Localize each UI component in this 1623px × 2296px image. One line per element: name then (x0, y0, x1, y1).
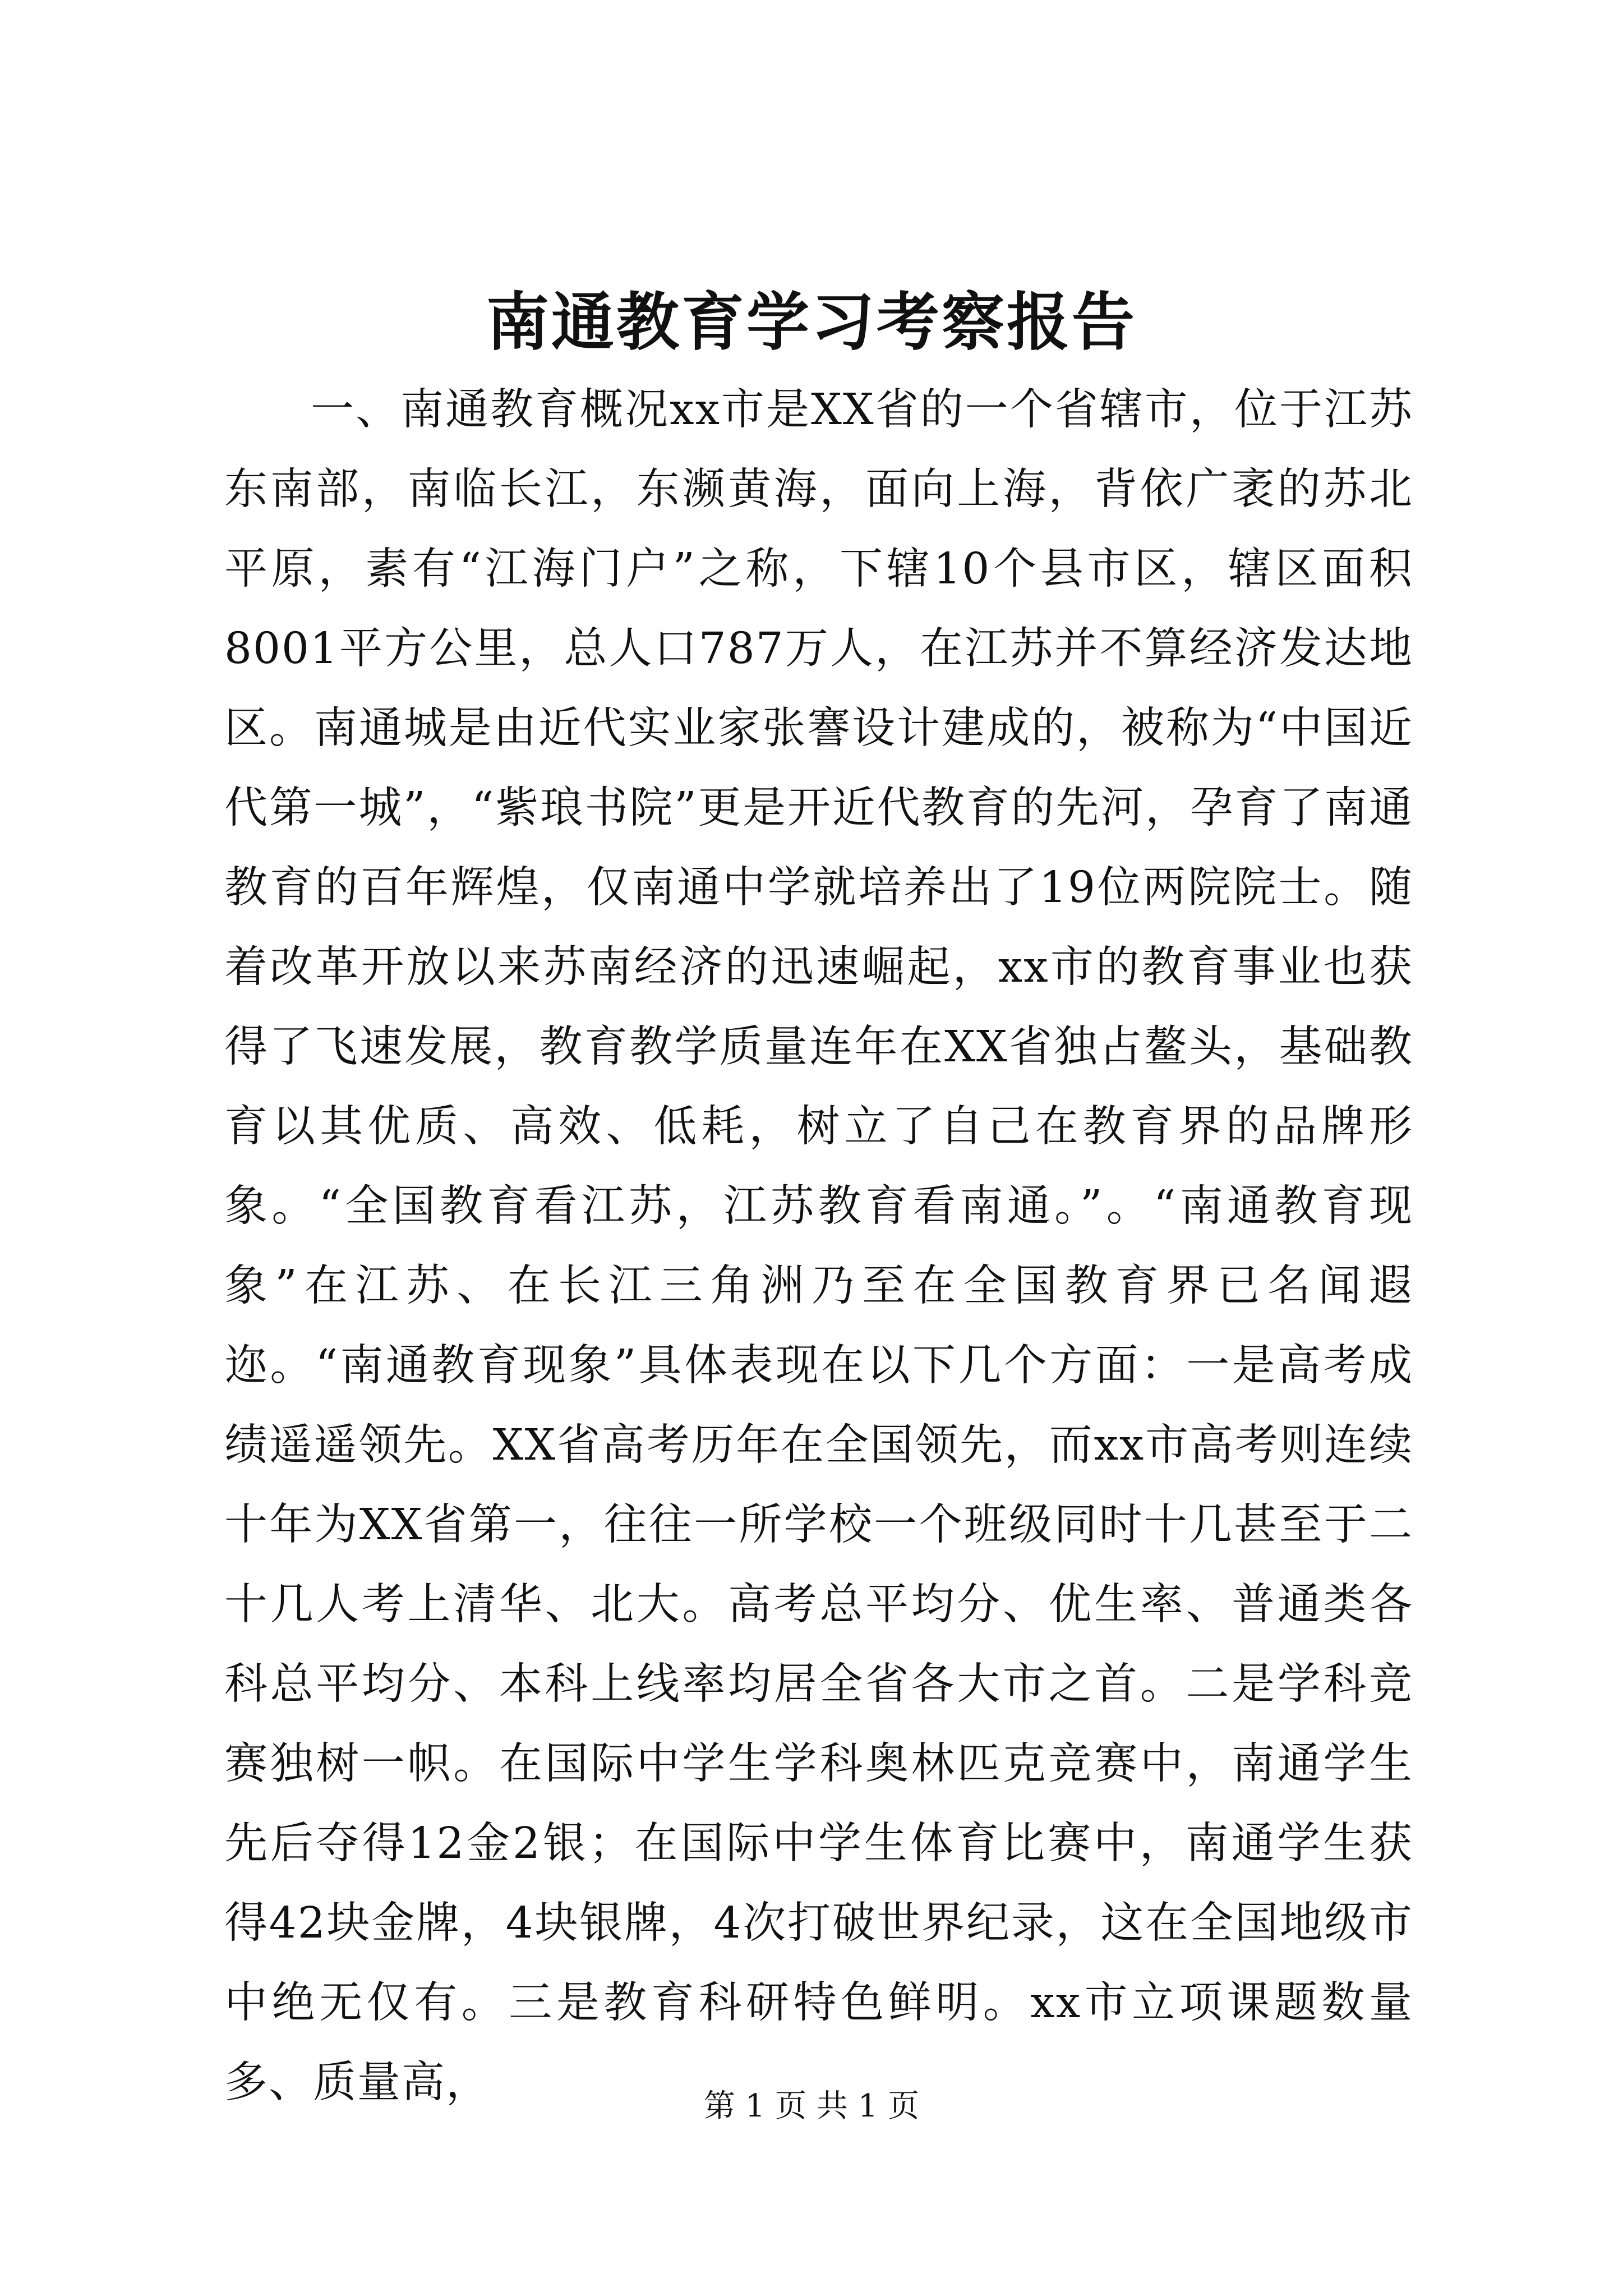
document-title: 南通教育学习考察报告 (486, 286, 1137, 359)
body-paragraph: 一、南通教育概况xx市是XX省的一个省辖市，位于江苏东南部，南临长江，东濒黄海，面向上海，背依广袤的苏北平原，素有“江海门户”之称，下辖10个县市区，辖区面积8001平方公里，总人口787万人，在江苏并不算经济发达地区。南通城是由近代实业家张謇设计建成的，被称为“中国近代第一城”，“紫琅书院”更是开近代教育的先河，孕育了南通教育的百年辉煌，仅南通中学就培养出了19位两院院士。随着改革开放以来苏南经济的迅速崛起，xx市的教育事业也获得了飞速发展，教育教学质量连年在XX省独占鳌头，基础教育以其优质、高效、低耗，树立了自己在教育界的品牌形象。“全国教育看江苏，江苏教育看南通。”。“南通教育现象”在江苏、在长江三角洲乃至在全国教育界已名闻遐迩。“南通教育现象”具体表现在以下几个方面：一是高考成绩遥遥领先。XX省高考历年在全国领先，而xx市高考则连续十年为XX省第一，往往一所学校一个班级同时十几甚至于二十几人考上清华、北大。高考总平均分、优生率、普通类各科总平均分、本科上线率均居全省各大市之首。二是学科竞赛独树一帜。在国际中学生学科奥林匹克竞赛中，南通学生先后夺得12金2银；在国际中学生体育比赛中，南通学生获得42块金牌，4块银牌，4次打破世界纪录，这在全国地级市中绝无仅有。三是教育科研特色鲜明。xx市立项课题数量多、质量高， (224, 385, 1413, 2108)
page-number-footer: 第 1 页 共 1 页 (703, 2088, 920, 2124)
